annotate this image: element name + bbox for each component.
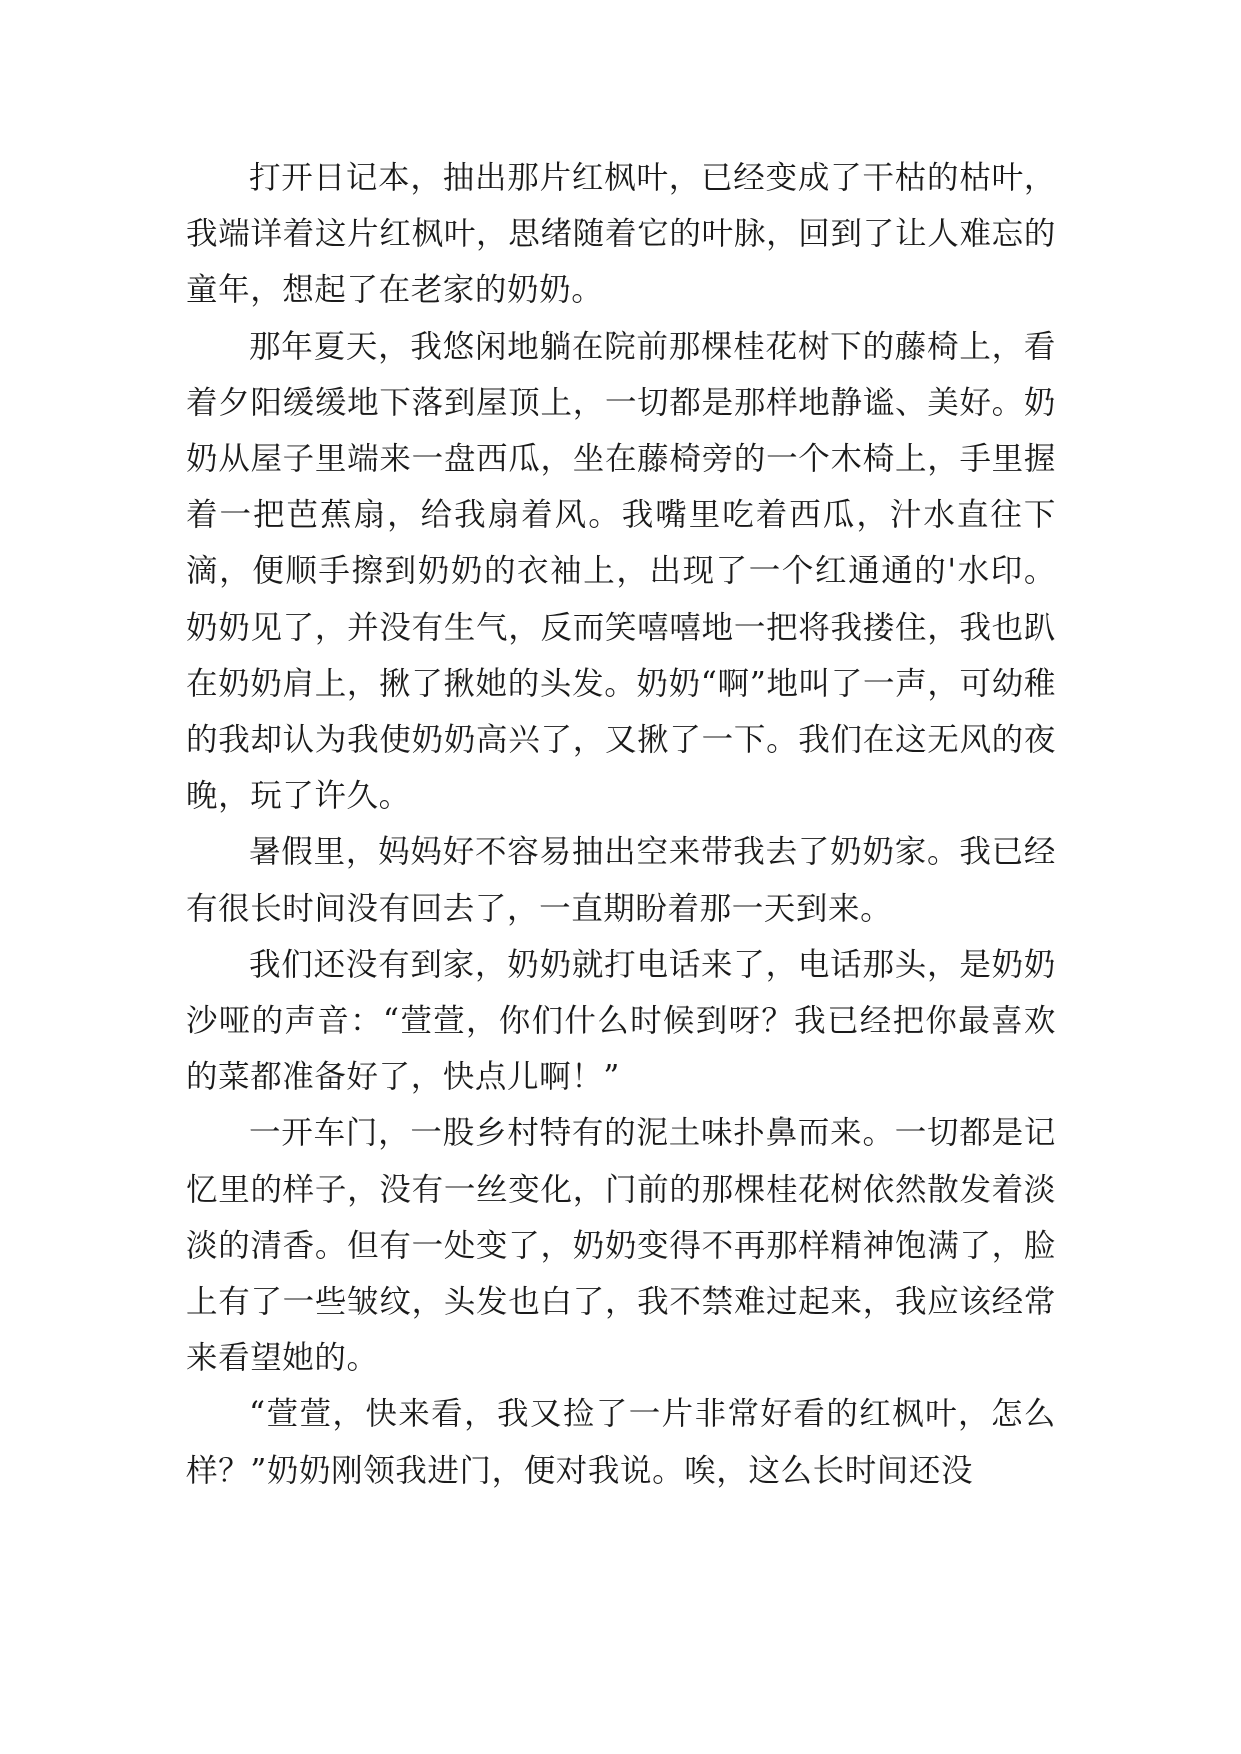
paragraph: 暑假里，妈妈好不容易抽出空来带我去了奶奶家。我已经有很长时间没有回去了，一直期盼着那一天到来。 (186, 834, 1056, 927)
paragraph: 我们还没有到家，奶奶就打电话来了，电话那头，是奶奶沙哑的声音：“萱萱，你们什么时候到呀？我已经把你最喜欢的菜都准备好了，快点儿啊！” (186, 946, 1056, 1096)
paragraph: “萱萱，快来看，我又捡了一片非常好看的红枫叶，怎么样？”奶奶刚领我进门，便对我说。唉，这么长时间还没 (186, 1396, 1056, 1489)
paragraph: 打开日记本，抽出那片红枫叶，已经变成了干枯的枯叶，我端详着这片红枫叶，思绪随着它的叶脉，回到了让人难忘的童年，想起了在老家的奶奶。 (186, 160, 1056, 309)
paragraph: 一开车门，一股乡村特有的泥土味扑鼻而来。一切都是记忆里的样子，没有一丝变化，门前的那棵桂花树依然散发着淡淡的清香。但有一处变了，奶奶变得不再那样精神饱满了，脸上有了一些皱纹，头发也白了，我不禁难过起来，我应该经常来看望她的。 (186, 1115, 1056, 1377)
paragraph: 那年夏天，我悠闲地躺在院前那棵桂花树下的藤椅上，看着夕阳缓缓地下落到屋顶上，一切都是那样地静谧、美好。奶奶从屋子里端来一盘西瓜，坐在藤椅旁的一个木椅上，手里握着一把芭蕉扇，给我扇着风。我嘴里吃着西瓜，汁水直往下滴，便顺手擦到奶奶的衣袖上，出现了一个红通通的'水印。奶奶见了，并没有生气，反而笑嘻嘻地一把将我搂住，我也趴在奶奶肩上，揪了揪她的头发。奶奶“啊”地叫了一声，可幼稚的我却认为我使奶奶高兴了，又揪了一下。我们在这无风的夜晚，玩了许久。 (186, 328, 1056, 815)
document-body (186, 150, 1056, 1499)
